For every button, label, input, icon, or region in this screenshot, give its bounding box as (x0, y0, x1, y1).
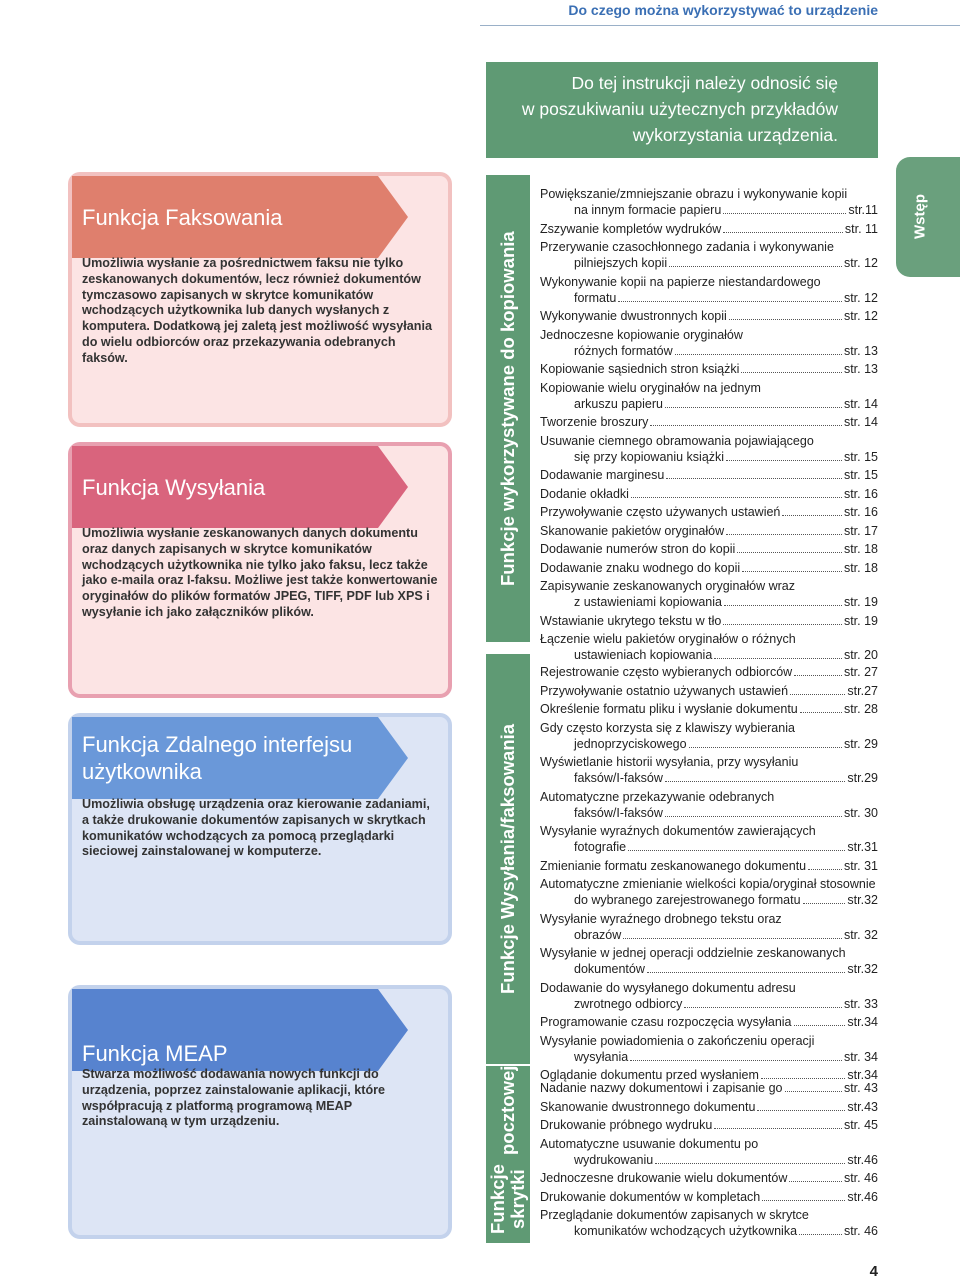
dot-leader (630, 1060, 842, 1061)
dot-leader (790, 694, 845, 695)
toc-item[interactable] (540, 541, 878, 557)
toc-item-text-cont: zwrotnego odbiorcy (574, 996, 683, 1011)
toc-item-text: Usuwanie ciemnego obramowania pojawiającego (540, 433, 814, 448)
panel-meap-title: Funkcja MEAP (82, 1041, 228, 1066)
panel-remote-banner (72, 717, 378, 799)
toc-item-text: Łączenie wielu pakietów oryginałów o różnych (540, 632, 796, 646)
toc-item-page: str.31 (847, 840, 878, 854)
toc-item[interactable] (540, 1033, 878, 1065)
toc-item-text: Zmienianie formatu zeskanowanego dokumentu (540, 858, 807, 873)
intro-box (486, 62, 878, 158)
running-header: Do czego można wykorzystywać to urządzenie (568, 2, 878, 18)
toc-item-text: Dodawanie marginesu (540, 468, 665, 482)
toc-item-page: str. 13 (843, 362, 878, 376)
panel-fax-function (68, 172, 452, 427)
toc-item-text: Skanowanie pakietów oryginałów (540, 523, 725, 538)
toc-item[interactable] (540, 467, 878, 483)
toc-item[interactable] (540, 523, 878, 539)
toc-item-text: Drukowanie dokumentów w kompletach (540, 1189, 761, 1204)
toc-item-page: str. 34 (843, 1049, 878, 1064)
toc-item[interactable] (540, 433, 878, 465)
section-bar-mailbox-line-1: Funkcje skrytki (487, 1164, 528, 1235)
toc-item-text: Dodanie okładki (540, 486, 629, 501)
toc-item-text-cont: jednoprzyciskowego (574, 736, 687, 751)
dot-leader (723, 232, 843, 233)
panel-remote-title-line-1: Funkcja Zdalnego interfejsu (82, 732, 353, 757)
toc-item-page: str. 20 (843, 648, 878, 662)
toc-item[interactable] (540, 858, 878, 874)
intro-line-3: wykorzystania urządzenia. (632, 125, 838, 145)
toc-item[interactable] (540, 1099, 878, 1115)
section-bar-copy-label: Funkcje wykorzystywane do kopiowania (497, 231, 518, 586)
toc-item[interactable] (540, 308, 878, 324)
toc-item-text: Dodawanie numerów stron do kopii (540, 542, 736, 556)
toc-item-page: str. 13 (843, 343, 878, 358)
toc-item-page: str. 43 (843, 1081, 878, 1095)
panel-send-description: Umożliwia wysłanie zeskanowanych danych dokumentu oraz danych zapisanych w skrytce komunikatów wchodzących użytkownika nie tylko jako faksu, lecz także jako e-maila oraz I-faksu. Możliwe jest także konwertowanie oryginałów do plików formatów JPEG, TIFF, PDF lub XPS i wysyłanie ich jako załączników plików. (82, 526, 438, 619)
toc-item-text: Wysyłanie wyraźnych dokumentów zawierających (540, 824, 816, 838)
panel-fax-title: Funkcja Faksowania (82, 204, 283, 230)
dot-leader (665, 781, 846, 782)
toc-item-text-cont: fotografie (574, 840, 627, 854)
toc-item-text: Gdy często korzysta się z klawiszy wybierania (540, 720, 795, 735)
section-bar-send-fax (486, 654, 530, 1064)
dot-leader (737, 552, 842, 553)
toc-item-text-cont: komunikatów wchodzących użytkownika (574, 1224, 798, 1238)
panel-fax-description: Umożliwia wysłanie za pośrednictwem faksu nie tylko zeskanowanych dokumentów, lecz również dokumentów tymczasowo zapisanych w skrytce komunikatów wchodzących użytkownika lub danych wysłanych z komputera. Dodatkową jej zaletą jest możliwość wysyłania do wielu odbiorców oraz przekazywania odebranych faksów. (82, 256, 432, 365)
toc-item-page: str. 33 (843, 996, 878, 1011)
toc-item[interactable] (540, 789, 878, 821)
header-rule (480, 25, 960, 26)
dot-leader (714, 658, 842, 659)
toc-item[interactable] (540, 631, 878, 663)
toc-item[interactable] (540, 1189, 878, 1205)
toc-item-page: str.32 (847, 962, 878, 976)
toc-item-page: str. 14 (843, 396, 878, 411)
dot-leader (729, 319, 842, 320)
toc-item-text-cont: formatu (574, 290, 617, 305)
toc-item-text-cont: ustawieniach kopiowania (574, 648, 713, 662)
dot-leader (789, 1181, 842, 1182)
dot-leader (669, 266, 842, 267)
dot-leader (794, 675, 842, 676)
toc-item[interactable] (540, 414, 878, 430)
toc-item[interactable] (540, 1014, 878, 1030)
toc-item[interactable] (540, 239, 878, 271)
toc-item-page: str.46 (847, 1152, 878, 1167)
toc-item-text-cont: do wybranego zarejestrowanego formatu (574, 893, 801, 907)
toc-item[interactable] (540, 1170, 878, 1186)
dot-leader (647, 972, 846, 973)
dot-leader (782, 515, 842, 516)
dot-leader (761, 1078, 846, 1079)
panel-remote-ui-function (68, 713, 452, 945)
dot-leader (726, 460, 842, 461)
dot-leader (689, 747, 842, 748)
dot-leader (665, 816, 842, 817)
toc-item-text: Programowanie czasu rozpoczęcia wysyłania (540, 1015, 792, 1029)
toc-item-text: Automatyczne przekazywanie odebranych (540, 789, 775, 804)
toc-item-text: Wykonywanie kopii na papierze niestandardowego (540, 274, 821, 289)
toc-item[interactable] (540, 664, 878, 680)
panel-remote-description: Umożliwia obsługę urządzenia oraz kierowanie zadaniami, a także drukowanie dokumentów zapisanych w skrytkach komunikatów wchodzących za pomocą przeglądarki sieciowej zainstalowanej w komputerze. (82, 797, 430, 859)
toc-item[interactable] (540, 361, 878, 377)
arrow-tip-icon (378, 717, 408, 799)
dot-leader (618, 301, 842, 302)
dot-leader (803, 903, 846, 904)
dot-leader (723, 213, 846, 214)
toc-item[interactable] (540, 1136, 878, 1168)
toc-item[interactable] (540, 274, 878, 306)
toc-item-text: Jednoczesne drukowanie wielu dokumentów (540, 1171, 788, 1185)
toc-item[interactable] (540, 1080, 878, 1096)
toc-item[interactable] (540, 911, 878, 943)
toc-item-text: Wykonywanie dwustronnych kopii (540, 309, 727, 323)
toc-item[interactable] (540, 380, 878, 412)
dot-leader (665, 407, 842, 408)
panel-send-banner (72, 446, 378, 528)
section-bar-copy (486, 175, 530, 642)
toc-item-page: str.34 (847, 1068, 878, 1082)
toc-item-text: Drukowanie próbnego wydruku (540, 1118, 713, 1132)
toc-item-text: Określenie formatu pliku i wysłanie dokumentu (540, 702, 798, 716)
dot-leader (675, 354, 842, 355)
section-bar-mailbox-label (486, 1066, 530, 1243)
panel-meap-banner (72, 989, 378, 1071)
dot-leader (723, 624, 842, 625)
dot-leader (785, 1091, 842, 1092)
toc-item-text: Automatyczne usuwanie dokumentu po (540, 1136, 759, 1151)
dot-leader (808, 869, 842, 870)
toc-mailbox-list (540, 1080, 878, 1242)
section-bar-send-label: Funkcje Wysyłania/faksowania (497, 723, 518, 995)
toc-item-text: Kopiowanie wielu oryginałów na jednym (540, 380, 761, 395)
dot-leader (684, 1007, 842, 1008)
toc-item-page: str. 12 (843, 290, 878, 305)
toc-item[interactable] (540, 701, 878, 717)
page-number: 4 (869, 1263, 878, 1280)
toc-item[interactable] (540, 504, 878, 520)
toc-item[interactable] (540, 578, 878, 610)
toc-copy-list (540, 186, 878, 666)
toc-item-text: Automatyczne zmienianie wielkości kopia/oryginał stosownie (540, 877, 876, 891)
toc-item-text: Jednoczesne kopiowanie oryginałów (540, 327, 743, 342)
toc-item-page: str. 12 (843, 256, 878, 270)
toc-item-page: str.43 (847, 1099, 878, 1114)
toc-item-text-cont: faksów/I-faksów (574, 805, 663, 820)
toc-item-page: str. 14 (843, 415, 878, 429)
dot-leader (714, 1128, 842, 1129)
toc-item-page: str. 46 (843, 1171, 878, 1185)
toc-item-page: str. 15 (843, 449, 878, 464)
toc-item-page: str. 16 (843, 505, 878, 519)
toc-item[interactable] (540, 720, 878, 752)
toc-item-text-cont: faksów/I-faksów (574, 771, 663, 785)
toc-item-text: Wyświetlanie historii wysyłania, przy wysyłaniu (540, 755, 799, 769)
toc-item-text: Rejestrowanie często wybieranych odbiorców (540, 665, 793, 679)
panel-send-title: Funkcja Wysyłania (82, 474, 266, 500)
toc-item-page: str.46 (847, 1189, 878, 1204)
intro-line-1: Do tej instrukcji należy odnosić się (571, 73, 838, 93)
toc-item-text: Skanowanie dwustronnego dokumentu (540, 1099, 756, 1114)
toc-item[interactable] (540, 613, 878, 629)
panel-fax-banner (72, 176, 378, 258)
toc-item-page: str. 17 (843, 523, 878, 538)
toc-item-text-cont: różnych formatów (574, 343, 673, 358)
toc-item-text: Wstawianie ukrytego tekstu w tło (540, 613, 722, 628)
toc-item-page: str. 12 (843, 309, 878, 323)
dot-leader (800, 712, 842, 713)
toc-item-text-cont: pilniejszych kopii (574, 256, 668, 270)
toc-item-text: Zszywanie kompletów wydruków (540, 221, 722, 236)
section-bar-mailbox (486, 1066, 530, 1243)
panel-meap-description: Stwarza możliwość dodawania nowych funkcji do urządzenia, poprzez zainstalowanie aplikacji, które współpracują z platformą programową MEAP zainstalowaną w tym urządzeniu. (82, 1067, 386, 1129)
dot-leader (655, 1163, 845, 1164)
toc-item[interactable] (540, 1207, 878, 1239)
toc-item-text-cont: wysyłania (574, 1049, 629, 1064)
toc-item-page: str. 28 (843, 702, 878, 716)
dot-leader (623, 938, 842, 939)
toc-item-page: str. 18 (843, 560, 878, 575)
toc-item-page: str.27 (847, 683, 878, 698)
panel-remote-title-line-2: użytkownika (82, 759, 202, 784)
toc-item[interactable] (540, 980, 878, 1012)
dot-leader (724, 605, 842, 606)
section-tab-label: Wstęp (911, 194, 929, 240)
section-bar-mailbox-line-2: pocztowej (497, 1066, 518, 1156)
toc-item-text: Kopiowanie sąsiednich stron książki (540, 362, 740, 376)
dot-leader (741, 372, 842, 373)
arrow-tip-icon (378, 989, 408, 1071)
intro-line-2: w poszukiwaniu użytecznych przykładów (521, 99, 838, 119)
toc-item-page: str.32 (847, 893, 878, 907)
toc-item-text: Wysyłanie w jednej operacji oddzielnie zeskanowanych (540, 946, 846, 960)
toc-item-page: str. 45 (843, 1118, 878, 1132)
toc-item-page: str. 27 (843, 665, 878, 679)
dot-leader (631, 497, 842, 498)
toc-item-page: str. 32 (843, 927, 878, 942)
toc-item-text-cont: arkuszu papieru (574, 396, 663, 411)
toc-item-page: str. 18 (843, 542, 878, 556)
toc-item-text: Przywoływanie ostatnio używanych ustawień (540, 683, 789, 698)
toc-item-text-cont: dokumentów (574, 962, 645, 976)
toc-item-page: str. 19 (843, 613, 878, 628)
toc-item[interactable] (540, 683, 878, 699)
dot-leader (757, 1110, 845, 1111)
toc-item-text: Przerywanie czasochłonnego zadania i wykonywanie (540, 240, 834, 254)
dot-leader (628, 850, 845, 851)
toc-item-text-cont: z ustawieniami kopiowania (574, 595, 722, 609)
toc-item-text: Przeglądanie dokumentów zapisanych w skrytce (540, 1208, 809, 1222)
toc-item-page: str.29 (847, 771, 878, 785)
toc-item-text: Wysyłanie wyraźnego drobnego tekstu oraz (540, 911, 782, 926)
toc-item-text-cont: na innym formacie papieru (574, 203, 722, 217)
toc-item[interactable] (540, 560, 878, 576)
toc-item-text: Powiększanie/zmniejszanie obrazu i wykonywanie kopii (540, 187, 848, 201)
toc-item-text: Wysyłanie powiadomienia o zakończeniu operacji (540, 1033, 815, 1048)
toc-item[interactable] (540, 1117, 878, 1133)
panel-send-function (68, 442, 452, 698)
toc-item-page: str.34 (847, 1015, 878, 1029)
section-tab-wstep[interactable] (896, 157, 960, 277)
toc-item-text: Przywoływanie często używanych ustawień (540, 505, 781, 519)
toc-item-text-cont: wydrukowaniu (574, 1152, 654, 1167)
toc-item-page: str. 11 (844, 221, 878, 236)
dot-leader (666, 478, 842, 479)
toc-item[interactable] (540, 221, 878, 237)
toc-item[interactable] (540, 486, 878, 502)
toc-item[interactable] (540, 823, 878, 855)
arrow-tip-icon (378, 446, 408, 528)
toc-item[interactable] (540, 327, 878, 359)
dot-leader (742, 571, 842, 572)
dot-leader (650, 425, 842, 426)
toc-item-page: str. 16 (843, 486, 878, 501)
toc-item-page: str. 15 (843, 468, 878, 482)
dot-leader (762, 1200, 845, 1201)
toc-item-page: str. 30 (843, 805, 878, 820)
panel-meap-function (68, 985, 452, 1239)
toc-item-text: Zapisywanie zeskanowanych oryginałów wraz (540, 579, 795, 593)
toc-item-text-cont: obrazów (574, 927, 622, 942)
arrow-tip-icon (378, 176, 408, 258)
toc-item-page: str. 19 (843, 595, 878, 609)
dot-leader (726, 534, 842, 535)
toc-item-text: Dodawanie do wysyłanego dokumentu adresu (540, 980, 796, 995)
toc-item-page: str. 29 (843, 736, 878, 751)
toc-item-text: Tworzenie broszury (540, 415, 649, 429)
toc-item-page: str.11 (848, 203, 878, 217)
toc-item-text: Dodawanie znaku wodnego do kopii (540, 560, 741, 575)
toc-item[interactable] (540, 945, 878, 977)
toc-item[interactable] (540, 876, 878, 908)
dot-leader (799, 1234, 842, 1235)
toc-item[interactable] (540, 186, 878, 218)
toc-item-text: Oglądanie dokumentu przed wysłaniem (540, 1068, 759, 1082)
toc-send-list (540, 664, 878, 1086)
toc-item-text-cont: się przy kopiowaniu książki (574, 449, 725, 464)
toc-item-page: str. 31 (843, 858, 878, 873)
toc-item-page: str. 46 (843, 1224, 878, 1238)
toc-item[interactable] (540, 754, 878, 786)
dot-leader (794, 1025, 846, 1026)
toc-item-text: Nadanie nazwy dokumentowi i zapisanie go (540, 1081, 783, 1095)
